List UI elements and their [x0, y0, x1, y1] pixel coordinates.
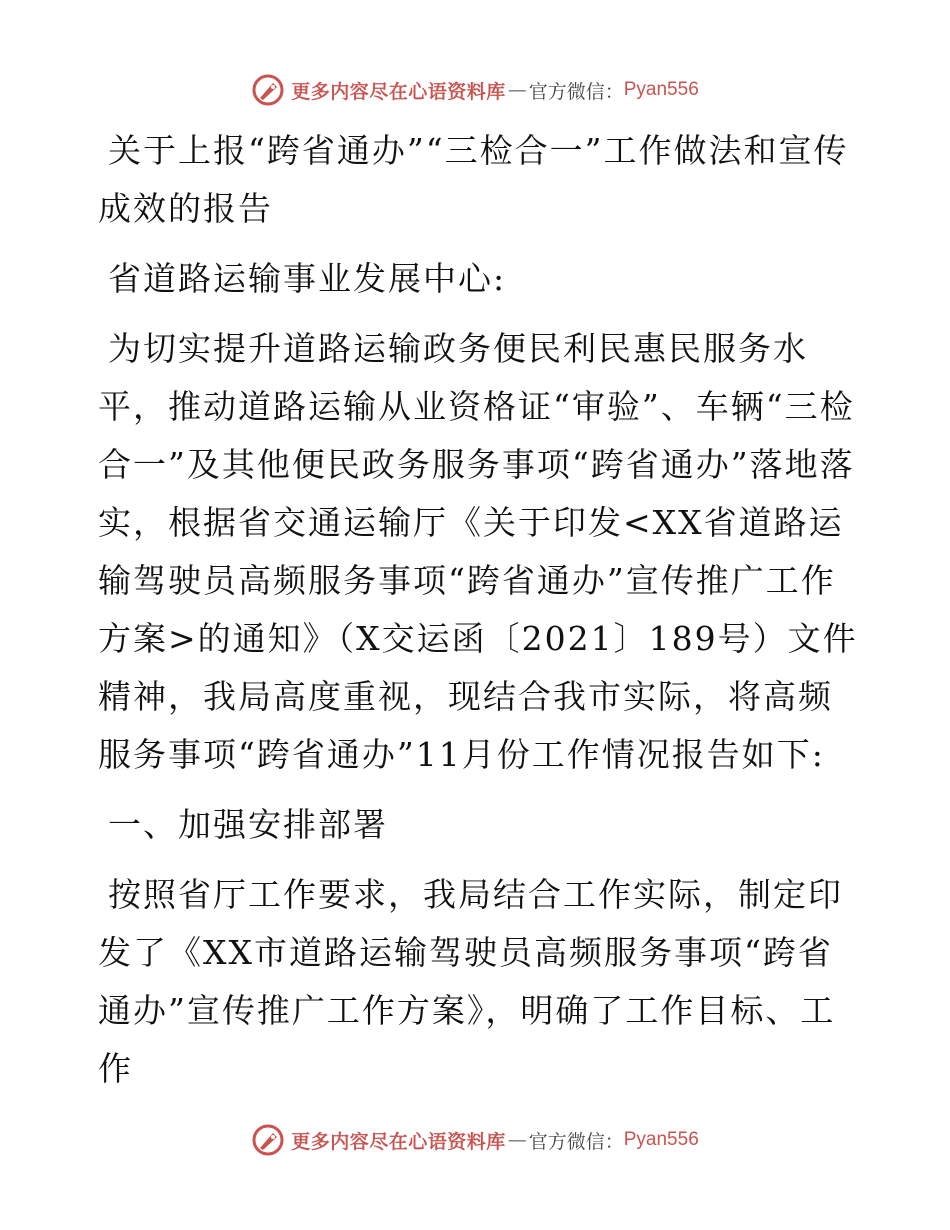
pen-nib-logo-icon: [251, 1123, 285, 1157]
banner-wechat-label: 官方微信：: [528, 1130, 624, 1153]
section-1-paragraph: 按照省厅工作要求，我局结合工作实际，制定印发了《XX市道路运输驾驶员高频服务事项“跨省通办”宣传推广工作方案》，明确了工作目标、工作: [98, 875, 843, 1088]
intro-paragraph: 为切实提升道路运输政务便民利民惠民服务水平，推动道路运输从业资格证“审验”、车辆“三检合一”及其他便民政务服务事项“跨省通办”落地落实，根据省交通运输厅《关于印发<XX省道路运输驾驶员高频服务事项“跨省通办”宣传推广工作方案>的通知》（X交运函〔2021〕189号）文件精神，我局高度重视，现结合我市实际，将高频服务事项“跨省通办”11月份工作情况报告如下:: [98, 329, 858, 774]
footer-watermark-banner: [0, 1120, 950, 1160]
banner-wechat-id: Pyan556: [623, 1129, 699, 1150]
banner-wechat-label: 官方微信：: [528, 80, 624, 103]
banner-slogan: 更多内容尽在心语资料库: [291, 1130, 506, 1153]
section-heading-1: 一、加强安排部署: [108, 805, 388, 844]
banner-separator: —: [507, 79, 527, 101]
banner-wechat-id: Pyan556: [623, 79, 699, 100]
banner-separator: —: [507, 1129, 527, 1151]
document-recipient: 省道路运输事业发展中心:: [108, 259, 507, 298]
header-watermark-banner: [0, 70, 950, 110]
banner-slogan: 更多内容尽在心语资料库: [291, 80, 506, 103]
document-title: 关于上报“跨省通办”“三检合一”工作做法和宣传成效的报告: [98, 131, 849, 228]
document-body: [98, 122, 858, 1098]
pen-nib-logo-icon: [251, 73, 285, 107]
